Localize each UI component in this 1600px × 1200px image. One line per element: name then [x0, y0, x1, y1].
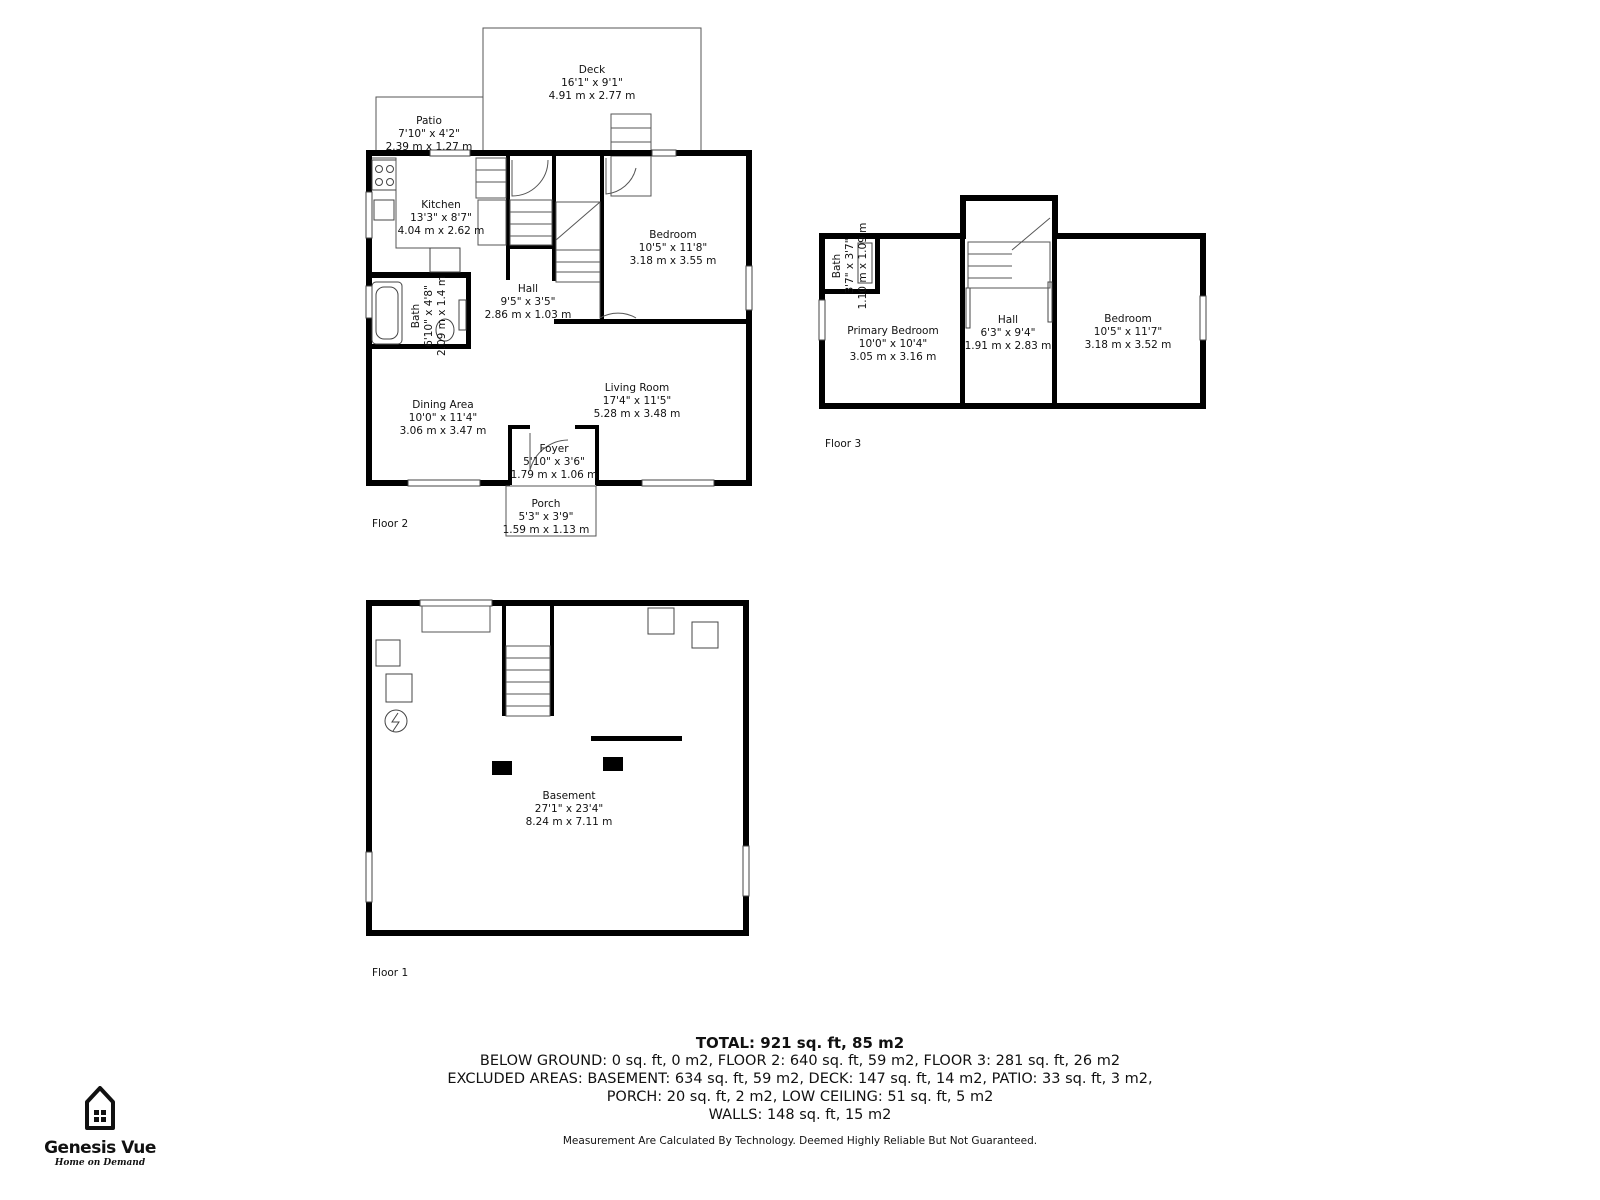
bedroom2-metric: 3.18 m x 3.55 m	[629, 255, 717, 267]
primary-imperial: 10'0" x 10'4"	[858, 338, 928, 350]
deck-name: Deck	[578, 64, 606, 76]
floor-3-plan	[819, 195, 1206, 409]
foyer-imperial: 5'10" x 3'6"	[523, 456, 585, 468]
bedroom2-name: Bedroom	[649, 229, 697, 241]
floor-1-plan	[366, 600, 749, 936]
floor-3-label: Floor 3	[825, 438, 862, 450]
basement-name: Basement	[542, 790, 596, 802]
hall2-metric: 2.86 m x 1.03 m	[484, 309, 572, 321]
logo	[30, 1086, 170, 1168]
foyer-name: Foyer	[539, 443, 569, 455]
deck-imperial: 16'1" x 9'1"	[561, 77, 623, 89]
floor-2-label: Floor 2	[372, 518, 409, 530]
bedroom3-metric: 3.18 m x 3.52 m	[1084, 339, 1172, 351]
porch-metric: 1.59 m x 1.13 m	[502, 524, 590, 536]
porch-imperial: 5'3" x 3'9"	[518, 511, 574, 523]
logo-brand: Genesis Vue	[44, 1138, 156, 1158]
primary-metric: 3.05 m x 3.16 m	[849, 351, 937, 363]
floor3-stairs	[968, 218, 1050, 288]
utility-icon	[385, 710, 407, 732]
hall2-imperial: 9'5" x 3'5"	[500, 296, 556, 308]
totals-line-3: PORCH: 20 sq. ft, 2 m2, LOW CEILING: 51 sq. ft, 5 m2	[606, 1089, 994, 1105]
bath2-metric: 2.09 m x 1.4 m	[436, 275, 448, 357]
deck-metric: 4.91 m x 2.77 m	[548, 90, 636, 102]
bedroom3-imperial: 10'5" x 11'7"	[1093, 326, 1163, 338]
logo-tagline: Home on Demand	[54, 1158, 146, 1168]
hall2-name: Hall	[517, 283, 539, 295]
kitchen-metric: 4.04 m x 2.62 m	[397, 225, 485, 237]
hall3-name: Hall	[997, 314, 1019, 326]
bath3-name: Bath	[831, 253, 843, 279]
bath3-imperial: 3'7" x 3'7"	[844, 238, 856, 294]
living-imperial: 17'4" x 11'5"	[602, 395, 672, 407]
primary-name: Primary Bedroom	[847, 325, 939, 337]
area-totals	[380, 1034, 1220, 1124]
patio-name: Patio	[416, 115, 442, 127]
living-metric: 5.28 m x 3.48 m	[593, 408, 681, 420]
basement-stairs	[502, 606, 554, 716]
porch-name: Porch	[531, 498, 561, 510]
living-name: Living Room	[604, 382, 670, 394]
patio-metric: 2.39 m x 1.27 m	[385, 141, 473, 153]
total-area: TOTAL: 921 sq. ft, 85 m2	[695, 1034, 905, 1052]
dining-imperial: 10'0" x 11'4"	[408, 412, 478, 424]
totals-line-4: WALLS: 148 sq. ft, 15 m2	[708, 1107, 892, 1123]
basement-imperial: 27'1" x 23'4"	[534, 803, 604, 815]
bath2-name: Bath	[410, 303, 422, 329]
hall3-metric: 1.91 m x 2.83 m	[964, 340, 1052, 352]
patio-imperial: 7'10" x 4'2"	[398, 128, 460, 140]
kitchen-name: Kitchen	[421, 199, 461, 211]
floor-1-labels	[372, 790, 612, 979]
totals-line-2: EXCLUDED AREAS: BASEMENT: 634 sq. ft, 59 m2, DECK: 147 sq. ft, 14 m2, PATIO: 33 sq. ft, 3 m2,	[447, 1071, 1153, 1087]
disclaimer: Measurement Are Calculated By Technology. Deemed Highly Reliable But Not Guaranteed.	[562, 1135, 1038, 1147]
dining-metric: 3.06 m x 3.47 m	[399, 425, 487, 437]
basement-metric: 8.24 m x 7.11 m	[525, 816, 613, 828]
totals-line-1: BELOW GROUND: 0 sq. ft, 0 m2, FLOOR 2: 640 sq. ft, 59 m2, FLOOR 3: 281 sq. ft, 26 m2	[479, 1053, 1121, 1069]
foyer-metric: 1.79 m x 1.06 m	[510, 469, 598, 481]
kitchen-imperial: 13'3" x 8'7"	[410, 212, 472, 224]
bath2-imperial: 6'10" x 4'8"	[423, 285, 435, 347]
bedroom2-imperial: 10'5" x 11'8"	[638, 242, 708, 254]
hall3-imperial: 6'3" x 9'4"	[980, 327, 1036, 339]
floor-2-labels	[372, 64, 716, 536]
floor-1-label: Floor 1	[372, 967, 409, 979]
interior-stairs	[476, 158, 600, 282]
bath3-metric: 1.10 m x 1.09 m	[857, 222, 869, 310]
bedroom3-name: Bedroom	[1104, 313, 1152, 325]
house-logo-icon	[85, 1086, 115, 1130]
dining-name: Dining Area	[412, 399, 474, 411]
